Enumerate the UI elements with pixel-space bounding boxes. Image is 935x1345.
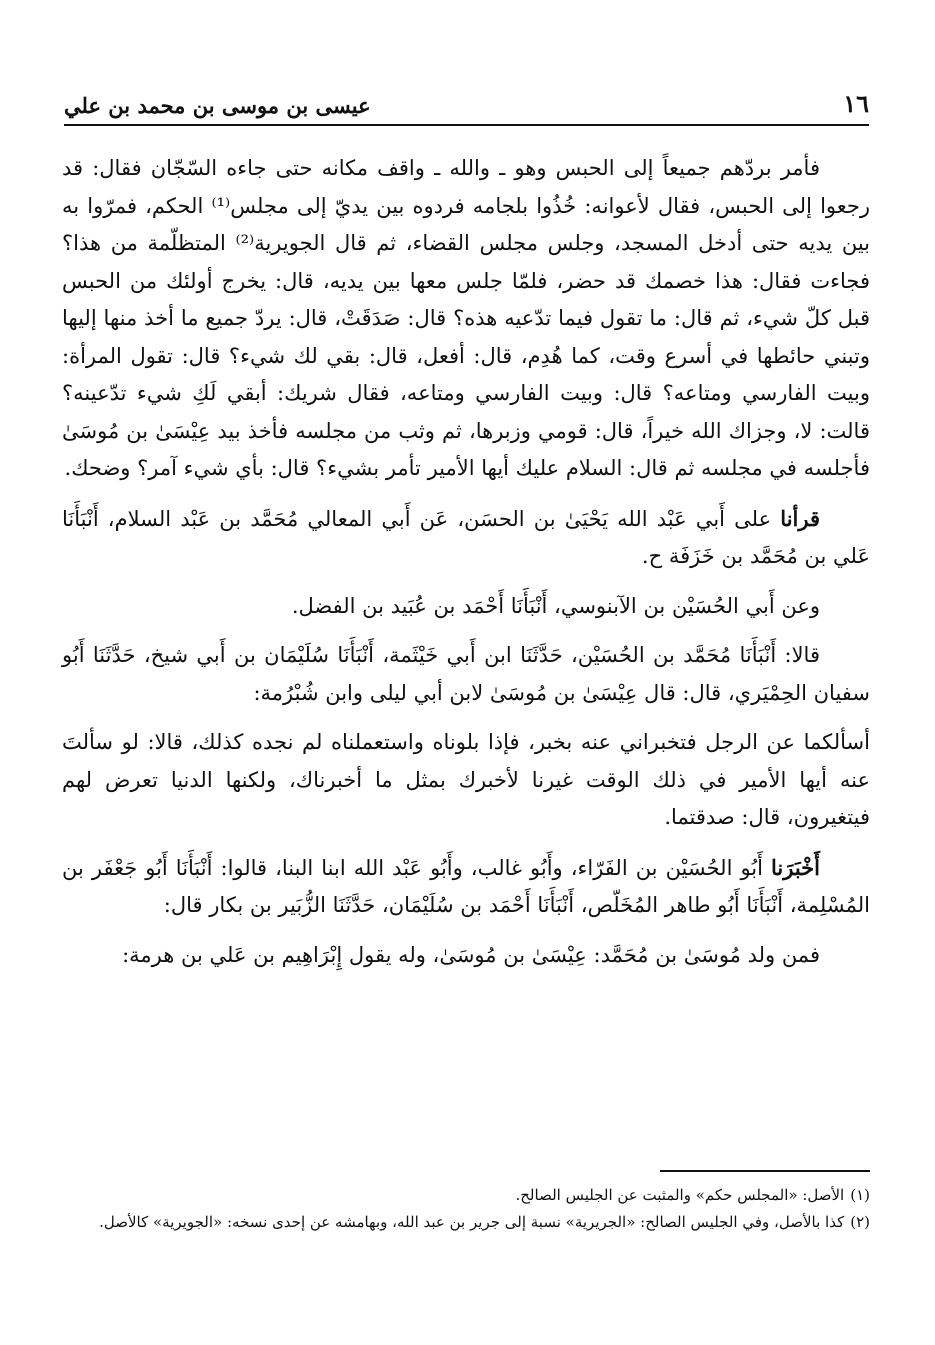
- footnote-text: الأصل: «المجلس حكم» والمثبت عن الجليس الصالح.: [515, 1186, 845, 1204]
- paragraph-text: وعن أَبي الحُسَيْن بن الآبنوسي، أَنْبَأَنَا أَحْمَد بن عُبَيد بن الفضل.: [291, 593, 820, 618]
- paragraph-5: [62, 724, 870, 837]
- page-number: ١٦: [843, 89, 869, 118]
- paragraph-text: أَبُو الحُسَيْن بن الفَرّاء، وأَبُو غالب، وأَبُو عَبْد الله ابنا البنا، قالوا: أَنْبَأَنَا أَبُو جَعْفَر بن المُسْلِمة، أَنْبَأَنَا أَبُو طاهر المُخَلّص، أَنْبَأَنَا أَحْمَد بن سُلَيْمَان، حَدَّثَنَا الزُّبَير بن بكار قال:: [62, 855, 870, 917]
- paragraph-3: [62, 588, 870, 626]
- footnote-text: كذا بالأصل، وفي الجليس الصالح: «الجريرية» نسبة إلى جرير بن عبد الله، وبهامشه عن إحدى نسخه: «الجويرية» كالأصل.: [99, 1213, 845, 1231]
- paragraph-6: [62, 849, 870, 925]
- footnotes: [62, 1170, 870, 1236]
- running-title: عيسى بن موسى بن محمد بن علي: [64, 93, 371, 118]
- paragraph-text: على أَبي عَبْد الله يَحْيَىٰ بن الحسَن، عَن أَبي المعالي مُحَمَّد بن عَبْد السلام، أَنْبَأَنَا عَلي بن مُحَمَّد بن خَزَفَة ح.: [62, 506, 870, 568]
- paragraph-4: [62, 637, 870, 712]
- paragraph-7: [62, 937, 870, 975]
- paragraph-text: فأمر بردّهم جميعاً إلى الحبس وهو ـ والله ـ واقف مكانه حتى جاءه السّجّان فقال: قد رجعوا إلى الحبس، فقال لأعوانه: خُذُوا بلجامه فردوه بين يديّ إلى مجلس⁽¹⁾ الحكم، فمرّوا به بين يديه حتى أدخل المسجد، وجلس مجلس القضاء، ثم قال الجويرية⁽²⁾ المتظلّمة من هذا؟ فجاءت فقال: هذا خصمك قد حضر، فلمّا جلس معها بين يديه، قال: يخرج أولئك من الحبس قبل كلّ شيء، ثم قال: ما تقول فيما تدّعيه هذه؟ قال: صَدَقَتْ، قال: يردّ جميع ما أخذ منها إليها وتبني حائطها في أسرع وقت، كما هُدِم، قال: أفعل، قال: بقي لك شيء؟ قال: تقول المرأة: وبيت الفارسي ومتاعه؟ قال: وبيت الفارسي ومتاعه، فقال شريك: أبقي لَكِ شيء تدّعينه؟ قالت: لا، وجزاك الله خيراً، قال: قومي وزبرها، ثم وثب من مجلسه فأخذ بيد عِيْسَىٰ بن مُوسَىٰ فأجلسه في مجلسه ثم قال: السلام عليك أيها الأمير تأمر بشيء؟ قال: بأي شيء آمر؟ وضحك.: [62, 156, 871, 480]
- footnote-divider: [660, 1170, 870, 1172]
- paragraph-text: أسألكما عن الرجل فتخبراني عنه بخبر، فإذا بلوناه واستعملناه لم نجده كذلك، قالا: لو سألتَ عنه أيها الأمير في ذلك الوقت غيرنا لأخبرك بمثل ما أخبرناك، ولكنها الدنيا تعرض لهم فيتغيرون، قال: صدقتما.: [62, 730, 870, 829]
- paragraph-text: فمن ولد مُوسَىٰ بن مُحَمَّد: عِيْسَىٰ بن مُوسَىٰ، وله يقول إِبْرَاهِيم بن عَلي بن هرمة:: [122, 942, 820, 967]
- footnote-2: [62, 1209, 870, 1236]
- paragraph-lead: قرأنا: [780, 505, 820, 531]
- page-header: [64, 82, 869, 126]
- footnote-number: (١): [850, 1186, 870, 1204]
- paragraph-lead: أَخْبَرَنا: [771, 854, 820, 880]
- footnote-number: (٢): [850, 1213, 870, 1231]
- paragraph-text: قالا: أَنْبَأَنَا مُحَمَّد بن الحُسَيْن، حَدَّثَنَا ابن أَبي خَيْثَمة، أَنْبَأَنَا سُلَيْمَان بن أَبي شيخ، حَدَّثَنَا أَبُو سفيان الحِمْيَري، قال: قال عِيْسَىٰ بن مُوسَىٰ لابن أبي ليلى وابن شُبْرُمة:: [62, 643, 870, 705]
- footnote-1: [62, 1182, 870, 1209]
- main-text: [62, 150, 870, 986]
- paragraph-2: [62, 500, 870, 576]
- paragraph-1: [62, 150, 870, 488]
